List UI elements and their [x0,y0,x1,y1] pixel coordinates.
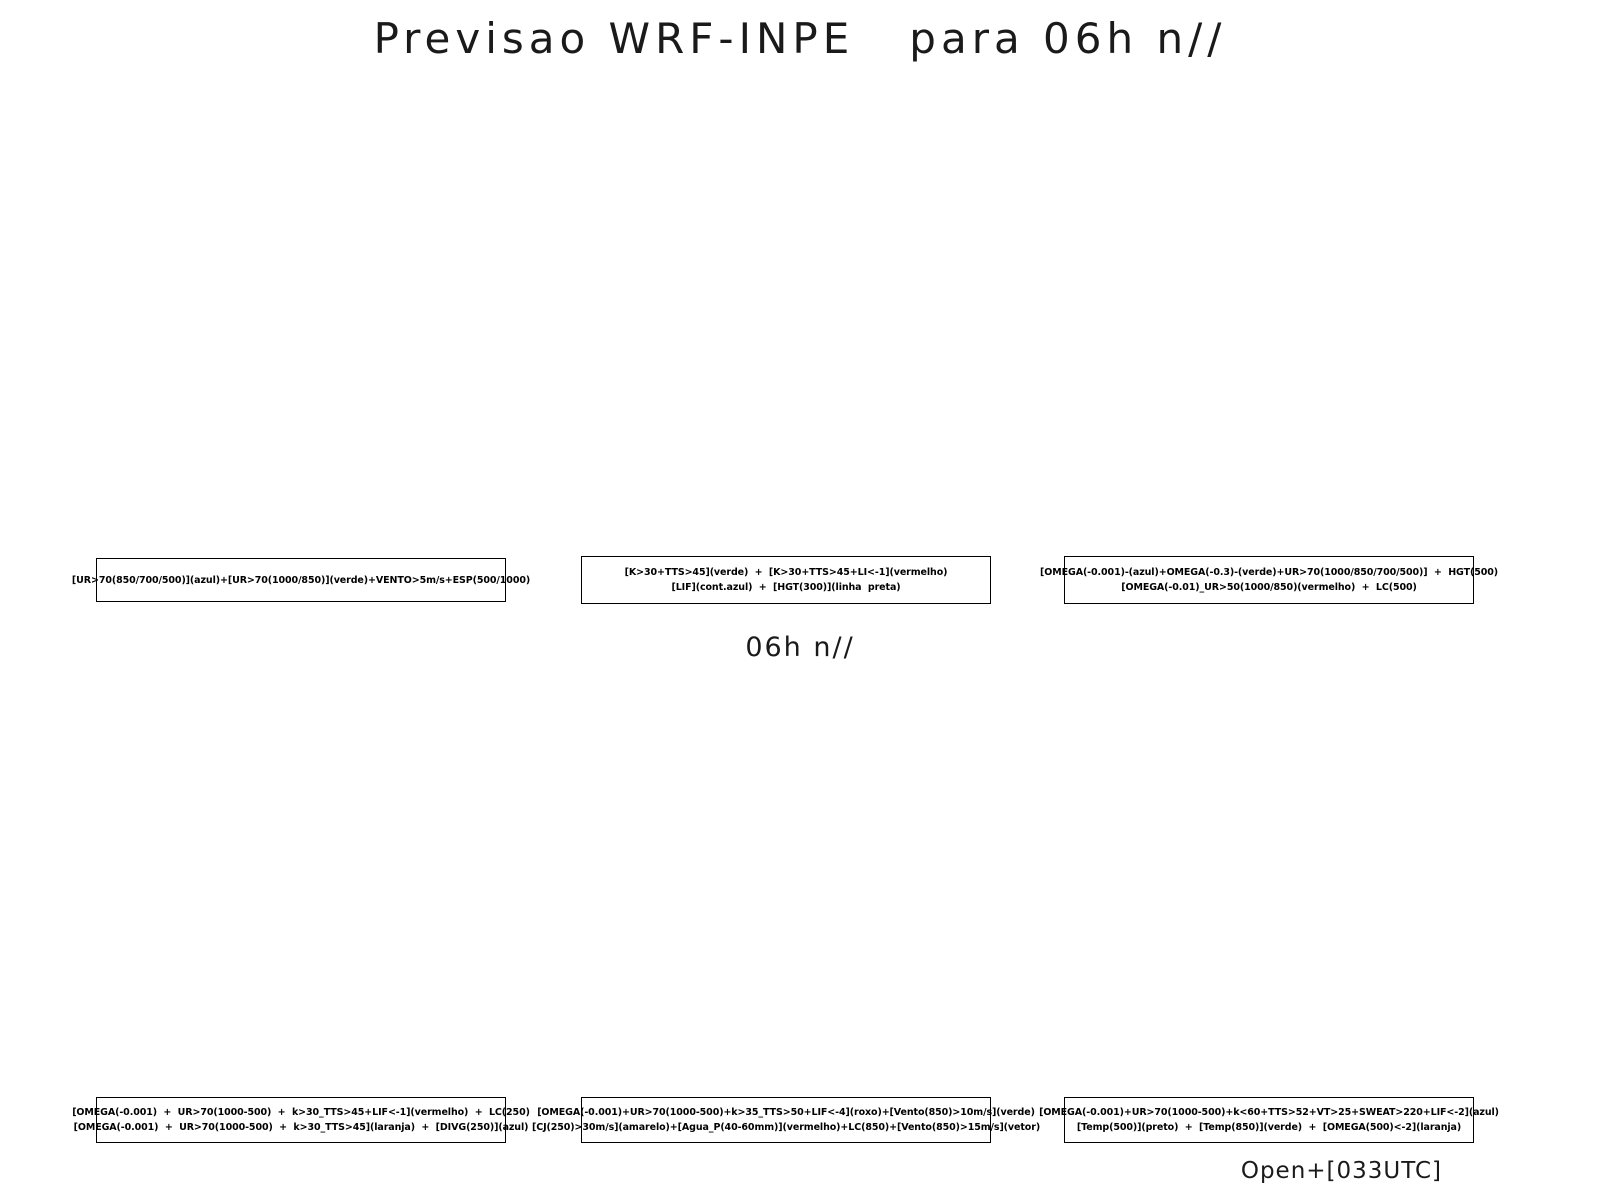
forecast-hour-label: 06h n// [745,632,855,663]
legend-line: [Temp(500)](preto) + [Temp(850)](verde) + [OMEGA(500)<-2](laranja) [1076,1122,1462,1133]
legend-line: [UR>70(850/700/500)](azul)+[UR>70(1000/850)](verde)+VENTO>5m/s+ESP(500/1000) [71,574,531,586]
legend-line: [OMEGA(-0.01)_UR>50(1000/850)(vermelho) + LC(500) [1121,582,1417,593]
legend-box-top-left [71,558,531,602]
legend-box-bottom-right [1039,1097,1499,1143]
legend-line: [OMEGA(-0.001) + UR>70(1000-500) + k>30_TTS>45+LIF<-1](vermelho) + LC(250) [72,1107,530,1118]
legend-box-bottom-center [531,1097,1041,1143]
legend-box-bottom-left [72,1097,530,1143]
legend-box-top-center [581,556,991,604]
page-title: Previsao WRF-INPE para 06h n// [373,14,1227,63]
legend-line: [CJ(250)>30m/s](amarelo)+[Agua_P(40-60mm)](vermelho)+LC(850)+[Vento(850)>15m/s](vetor) [531,1122,1041,1133]
legend-line: [K>30+TTS>45](verde) + [K>30+TTS>45+LI<-1](vermelho) [624,567,948,578]
legend-line: [OMEGA(-0.001) + UR>70(1000-500) + k>30_TTS>45](laranja) + [DIVG(250)](azul) [73,1122,529,1133]
footer-timestamp-label: Open+[033UTC] [1240,1158,1442,1184]
legend-line: [OMEGA(-0.001)+UR>70(1000-500)+k<60+TTS>52+VT>25+SWEAT>220+LIF<-2](azul) [1039,1107,1499,1118]
legend-line: [OMEGA(-0.001)+UR>70(1000-500)+k>35_TTS>50+LIF<-4](roxo)+[Vento(850)>10m/s](verde) [537,1107,1035,1118]
legend-line: [OMEGA(-0.001)-(azul)+OMEGA(-0.3)-(verde)+UR>70(1000/850/700/500)] + HGT(500) [1040,567,1498,578]
legend-line: [LIF](cont.azul) + [HGT(300)](linha preta) [671,582,901,593]
legend-box-top-right [1040,556,1498,604]
